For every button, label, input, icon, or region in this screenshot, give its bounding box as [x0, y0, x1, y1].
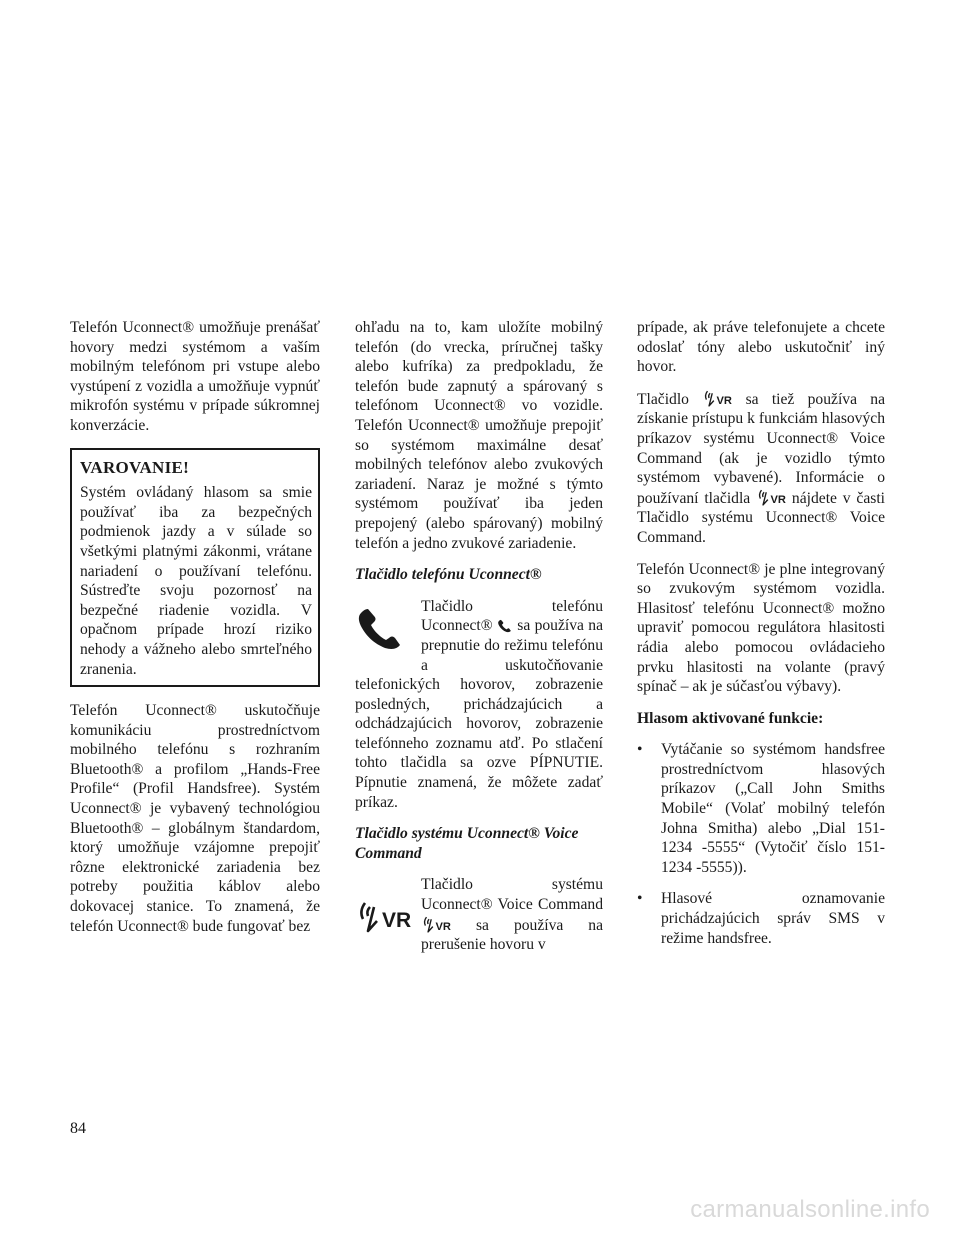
- voice-features-list: [637, 740, 885, 948]
- svg-text:VR: VR: [435, 920, 451, 933]
- column-middle: [355, 318, 603, 967]
- phone-button-section: [355, 597, 603, 813]
- volume-paragraph: Telefón Uconnect® je plne integrovaný so zvukovým systémom vozidla. Hlasitosť telefónu Uconnect® možno upraviť pomocou regulátora hlasitosti rádia alebo pomocou ovládacieho prvku hlasitosti na volante (pravý spínač – ak je súčasťou výbavy).: [637, 560, 885, 696]
- bullet: •: [637, 890, 643, 908]
- warning-title: VAROVANIE!: [80, 457, 190, 477]
- vr-button-text-b: sa používa na prerušenie hovoru v: [421, 916, 603, 954]
- voice-features-heading: Hlasom aktivované funkcie:: [637, 709, 824, 727]
- voice-command-icon: [702, 389, 732, 407]
- column-left: [70, 318, 320, 948]
- vr-button-section: [355, 875, 603, 954]
- svg-text:VR: VR: [716, 394, 733, 407]
- phone-button-text-b: sa používa na prepnutie do režimu telefónu a uskutočňovanie telefonických hovorov, zobrazenie posledných, prichádzajúcich a odchádzajúcich hovorov, zobrazenie telefónneho zoznamu atď. Po stlačení tohto tlačidla sa ozve PÍPNUTIE. Pípnutie znamená, že môžete zadať príkaz.: [355, 617, 603, 811]
- call-paragraph: prípade, ak práve telefonujete a chcete odoslať tóny alebo uskutočniť iný hovor.: [637, 319, 885, 376]
- storage-paragraph: ohľadu na to, kam uložíte mobilný telefón (do vrecka, príručnej tašky alebo kufríka) za predpokladu, že telefón bude zapnutý a spárovaný s telefónom Uconnect® vo vozidle. Telefón Uconnect® umožňuje prepojiť so systémom maximálne desať mobilných telefónov alebo zvukových zariadení. Naraz je možné s týmto systémom používať iba jeden prepojený (alebo spárovaný) mobilný telefón a jedno zvukové zariadenie.: [355, 319, 603, 552]
- page-number: 84: [70, 1120, 86, 1137]
- warning-text: Systém ovládaný hlasom sa smie používať iba za bezpečných podmienok jazdy a v súlade so všetkými platnými zákonmi, vrátane nariadení o používaní telefónu. Sústreďte svoju pozornosť na bezpečné riadenie vozidla. V opačnom prípade hrozí riziko nehody a vážneho alebo smrteľného zranenia.: [80, 484, 312, 678]
- voice-command-icon: [421, 915, 451, 933]
- phone-button-heading: Tlačidlo telefónu Uconnect®: [355, 566, 542, 584]
- phone-icon: [355, 607, 407, 651]
- voice-command-icon: [756, 488, 786, 506]
- bluetooth-paragraph: Telefón Uconnect® uskutočňuje komunikáciu prostredníctvom mobilného telefónu s rozhraním Bluetooth® a profilom „Hands-Free Profile“ (Profil Handsfree). Systém Uconnect® je vybavený technológiou Bluetooth® – globálnym štandardom, ktorý umožňuje vzájomne prepojiť rôzne elektronické zariadenia bez potreby použitia káblov alebo dokovacej stanice. To znamená, že telefón Uconnect® bude fungovať bez: [70, 702, 320, 935]
- watermark: carmanualsonline.info: [690, 1196, 930, 1223]
- column-right: [637, 318, 885, 960]
- list-item: • Vytáčanie so systémom handsfree prostredníctvom hlasových príkazov („Call John Smiths Mobile“ (Volať mobilný telefón Johna Smitha) alebo „Dial 151-1234 -5555“ (Vytočiť číslo 151-1234 -5555)).: [637, 741, 885, 876]
- list-item: • Hlasové oznamovanie prichádzajúcich správ SMS v režime handsfree.: [637, 890, 885, 947]
- voice-command-icon: [355, 899, 411, 933]
- vr-usage-paragraph: Tlačidlo VR sa tiež používa na získanie prístupu k funkciám hlasových príkazov systému Uconnect® Voice Command (ak je vozidlo týmto systémom vybavené). Informácie o používaní tlačidla VR nájdete v časti Tlačidlo systému Uconnect® Voice Command.: [637, 390, 885, 546]
- svg-text:VR: VR: [770, 493, 786, 506]
- phone-icon: [497, 619, 513, 633]
- intro-paragraph: Telefón Uconnect® umožňuje prenášať hovory medzi systémom a vaším mobilným telefónom pri vstupe alebo vystúpení z vozidla a umožňuje vypnúť mikrofón systému v prípade súkromnej konverzácie.: [70, 319, 320, 434]
- bullet: •: [637, 741, 643, 759]
- svg-text:VR: VR: [382, 909, 411, 933]
- vr-button-heading: Tlačidlo systému Uconnect® Voice Command: [355, 825, 579, 862]
- warning-box: [70, 448, 320, 688]
- vr-button-text-a: Tlačidlo systému Uconnect® Voice Command: [421, 876, 603, 914]
- phone-button-text-a: Tlačidlo telefónu Uconnect®: [421, 597, 603, 635]
